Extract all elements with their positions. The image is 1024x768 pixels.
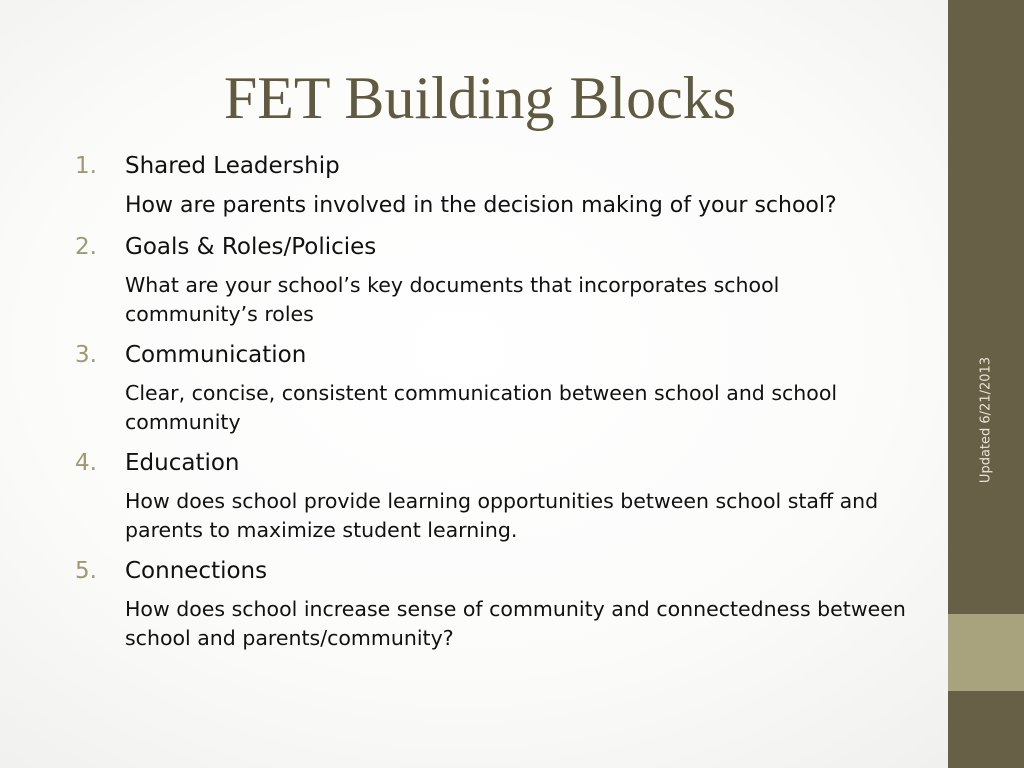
list-item [75,339,915,437]
list-item-heading: Shared Leadership [125,153,340,179]
list-item-heading: Education [125,450,240,476]
list-item-header [75,447,915,480]
sidebar-band [948,0,1024,768]
list-item-number: 5. [75,558,97,584]
list-item [75,231,915,329]
list-item-heading: Communication [125,342,307,368]
list-item-header [75,555,915,588]
list-item-number: 4. [75,450,97,476]
updated-date-label: Updated 6/21/2013 [978,356,994,484]
list-item-number: 2. [75,234,97,260]
list-item-number: 3. [75,342,97,368]
list-item-heading: Connections [125,558,268,584]
list-item [75,447,915,545]
list-item-header [75,150,915,183]
list-item-description: How does school increase sense of community and connectedness between school and parents/community? [125,597,906,650]
list-item-description: How are parents involved in the decision making of your school? [125,193,837,218]
sidebar-accent-block [948,614,1024,691]
list-item [75,555,915,653]
list-item-heading: Goals & Roles/Policies [125,234,377,260]
list-item-header [75,339,915,372]
building-blocks-list [75,150,915,663]
list-item-description: How does school provide learning opportunities between school staff and parents to maximize student learning. [125,489,879,542]
list-item [75,150,915,221]
list-item-description: Clear, concise, consistent communication between school and school community [125,381,838,434]
list-item-header [75,231,915,264]
list-item-description: What are your school’s key documents that incorporates school community’s roles [125,273,780,326]
slide-title: FET Building Blocks [223,65,737,131]
list-item-number: 1. [75,153,97,179]
